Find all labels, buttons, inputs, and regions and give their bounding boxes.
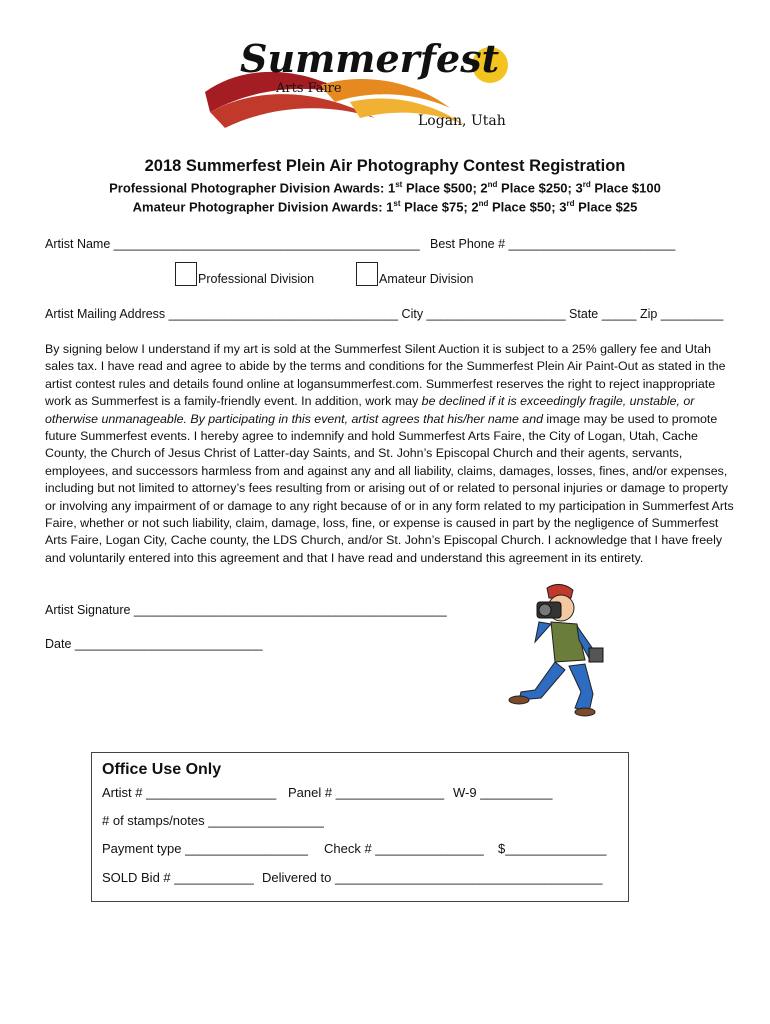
amateur-awards: Amateur Photographer Division Awards: 1st Place $75; 2nd Place $50; 3rd Place $25 bbox=[132, 199, 638, 215]
office-sold-bid-field[interactable]: SOLD Bid # ___________ bbox=[102, 870, 254, 885]
svg-text:Logan, Utah: Logan, Utah bbox=[418, 113, 506, 129]
office-artist-field[interactable]: Artist # __________________ bbox=[102, 785, 277, 800]
signature-field[interactable]: Artist Signature _____________________________________________ bbox=[45, 603, 447, 617]
office-use-heading: Office Use Only bbox=[102, 761, 222, 778]
amateur-checkbox[interactable] bbox=[356, 262, 378, 286]
summerfest-logo bbox=[200, 30, 520, 130]
mailing-address-field[interactable]: Artist Mailing Address _________________________________ City ____________________ State _____ Zip _________ bbox=[45, 307, 724, 321]
office-check-field[interactable]: Check # _______________ bbox=[324, 841, 484, 856]
amateur-label: Amateur Division bbox=[379, 272, 474, 286]
office-amount-field[interactable]: $______________ bbox=[498, 841, 607, 856]
professional-awards: Professional Photographer Division Awards: 1st Place $500; 2nd Place $250; 3rd Place $100 bbox=[109, 180, 661, 196]
office-stamps-field[interactable]: # of stamps/notes ________________ bbox=[102, 813, 324, 828]
svg-text:Arts Faire: Arts Faire bbox=[276, 81, 342, 96]
office-use-box bbox=[91, 752, 629, 902]
office-panel-field[interactable]: Panel # _______________ bbox=[288, 785, 445, 800]
svg-text:Summerfest: Summerfest bbox=[240, 36, 500, 81]
professional-checkbox[interactable] bbox=[175, 262, 197, 286]
professional-label: Professional Division bbox=[198, 272, 315, 286]
agreement-text: By signing below I understand if my art is sold at the Summerfest Silent Auction it is subject to a 25% gallery fee and Utah sales tax. I have read and agree to abide by the terms and conditions for the Summerfest Plein Air Paint-Out as stated in the artist contest rules and details found online at logansummerfest.com. Summerfest reserves the right to reject inappropriate work as Summerfest is a family-friendly event. In addition, work may be declined if it is exceedingly fragile, unstable, or otherwise unmanageable. By participating in this event, artist agrees that his/her name and image may be used to promote future Summerfest events. I hereby agree to indemnify and hold Summerfest Arts Faire, the City of Logan, Utah, Cache County, the Church of Jesus Christ of Latter-day Saints, and St. John’s Episcopal Church and their agents, servants, employees, and successors harmless from and against any and all liability, claims, damages, losses, fines, and/or expenses, including but not limited to attorney’s fees resulting from or arising out of or related to personal injuries or damage to property or involving any impairment of or damage to any right because of or in any form related to my participation in Summerfest Arts Faire, whether or not such liability, claim, damage, loss, fine, or expense is caused in part by the negligence of Summerfest Arts Faire, Logan City, Cache county, the LDS Church, and/or St. John’s Episcopal Church. I acknowledge that I have freely and voluntarily entered into this agreement and that I have read and understand this agreement in its entirety. bbox=[45, 342, 734, 565]
date-field[interactable]: Date ___________________________ bbox=[45, 637, 263, 651]
photographer-clipart-icon bbox=[505, 582, 615, 717]
artist-name-field[interactable]: Artist Name ____________________________________________ bbox=[45, 237, 420, 251]
page-title: 2018 Summerfest Plein Air Photography Contest Registration bbox=[144, 157, 626, 175]
office-delivered-field[interactable]: Delivered to _____________________________________ bbox=[262, 870, 603, 885]
office-w9-field[interactable]: W-9 __________ bbox=[453, 785, 553, 800]
office-payment-field[interactable]: Payment type _________________ bbox=[102, 841, 309, 856]
best-phone-field[interactable]: Best Phone # ________________________ bbox=[430, 237, 676, 251]
